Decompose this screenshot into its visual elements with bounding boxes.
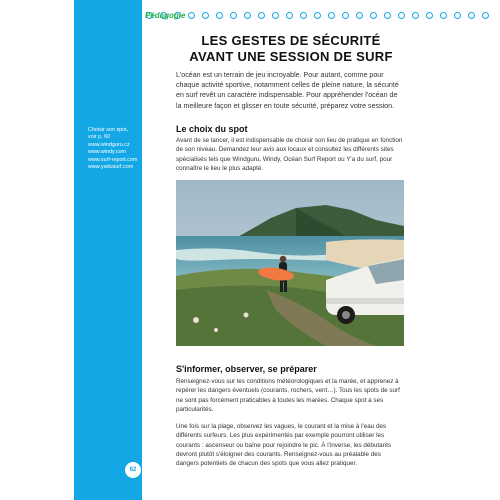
header-dot xyxy=(216,12,223,19)
header-dot xyxy=(258,12,265,19)
sidebar-note-link[interactable]: www.windy.com xyxy=(88,149,126,156)
header-dot xyxy=(230,12,237,19)
page-title-line: LES GESTES DE SÉCURITÉ xyxy=(201,33,381,48)
header-dot xyxy=(440,12,447,19)
header-dot xyxy=(300,12,307,19)
section-tag: Pédagogie xyxy=(145,11,186,20)
sidebar-note xyxy=(88,127,142,171)
intro-paragraph: L'océan est un terrain de jeu incroyable. Pour autant, comme pour chaque activité sportive, notamment celles de pleine nature, la sécurité en surf revêt un caractère indispensable. Pour appréhender l'océan de la meilleure façon et glisser en toute sécurité, préparez votre session. xyxy=(176,71,399,110)
header-dot xyxy=(426,12,433,19)
section-heading-spot: Le choix du spot xyxy=(176,124,248,134)
sidebar-note-link[interactable]: www.surf-report.com xyxy=(88,156,138,163)
section-body-inform-1: Renseignez-vous sur les conditions météorologiques et la marée, et apprenez à repérer les dangers éventuels (courants, rochers, vent…). Tous les spots de surf ne sont pas forcément praticables à toutes les marées. Chaque spot a ses particularités. xyxy=(176,378,400,413)
section-heading-inform: S'informer, observer, se préparer xyxy=(176,364,317,374)
sidebar-note-link[interactable]: www.yadusurf.com xyxy=(88,164,134,171)
page-title xyxy=(176,33,406,65)
header-dot xyxy=(384,12,391,19)
header-dot xyxy=(468,12,475,19)
header-dot xyxy=(370,12,377,19)
section-body-spot: Avant de se lancer, il est indispensable de choisir son lieu de pratique en fonction de son niveau. Demandez leur avis aux locaux et consultez les différents sites spécialisés tels que Windguru, Windy, Océan Surf Report ou Y'a du surf, pour connaître le lieu le plus adapté. xyxy=(176,137,403,172)
blue-sidebar-band xyxy=(74,0,142,500)
sidebar-note-line: voir p. 60 xyxy=(88,134,111,141)
header-dot xyxy=(314,12,321,19)
sidebar-note-link[interactable]: www.windguru.cz xyxy=(88,141,130,148)
header-dot xyxy=(412,12,419,19)
header-dot xyxy=(272,12,279,19)
header-dot xyxy=(356,12,363,19)
header-dot xyxy=(76,12,83,19)
header-dot xyxy=(90,12,97,19)
page-number-badge: 62 xyxy=(124,461,142,479)
photo-illustration xyxy=(176,180,404,346)
header-dot xyxy=(202,12,209,19)
header-dot xyxy=(244,12,251,19)
surf-beach-photo xyxy=(176,180,404,346)
header-dot xyxy=(398,12,405,19)
header-dot xyxy=(286,12,293,19)
header-dot xyxy=(342,12,349,19)
header-dot xyxy=(132,12,139,19)
dotted-header-rule xyxy=(76,12,496,18)
header-dot xyxy=(118,12,125,19)
header-dot xyxy=(454,12,461,19)
header-dot xyxy=(104,12,111,19)
header-dot xyxy=(482,12,489,19)
page-title-line: AVANT UNE SESSION DE SURF xyxy=(189,49,393,64)
sidebar-note-line: Choisir son spot, xyxy=(88,127,129,133)
header-dot xyxy=(188,12,195,19)
section-body-inform-2: Une fois sur la plage, observez les vagues, le courant et la mise à l'eau des différents surfeurs. Les plus expérimentés par exemple pourront utiliser les courants : ascenseur ou baïne pour rejoindre le pic. À l'inverse, les débutants devront plutôt s'éloigner des courants. Renseignez-vous au préalable des dangers potentiels de chacun des spots que vous allez pratiquer. xyxy=(176,423,392,468)
header-dot xyxy=(328,12,335,19)
